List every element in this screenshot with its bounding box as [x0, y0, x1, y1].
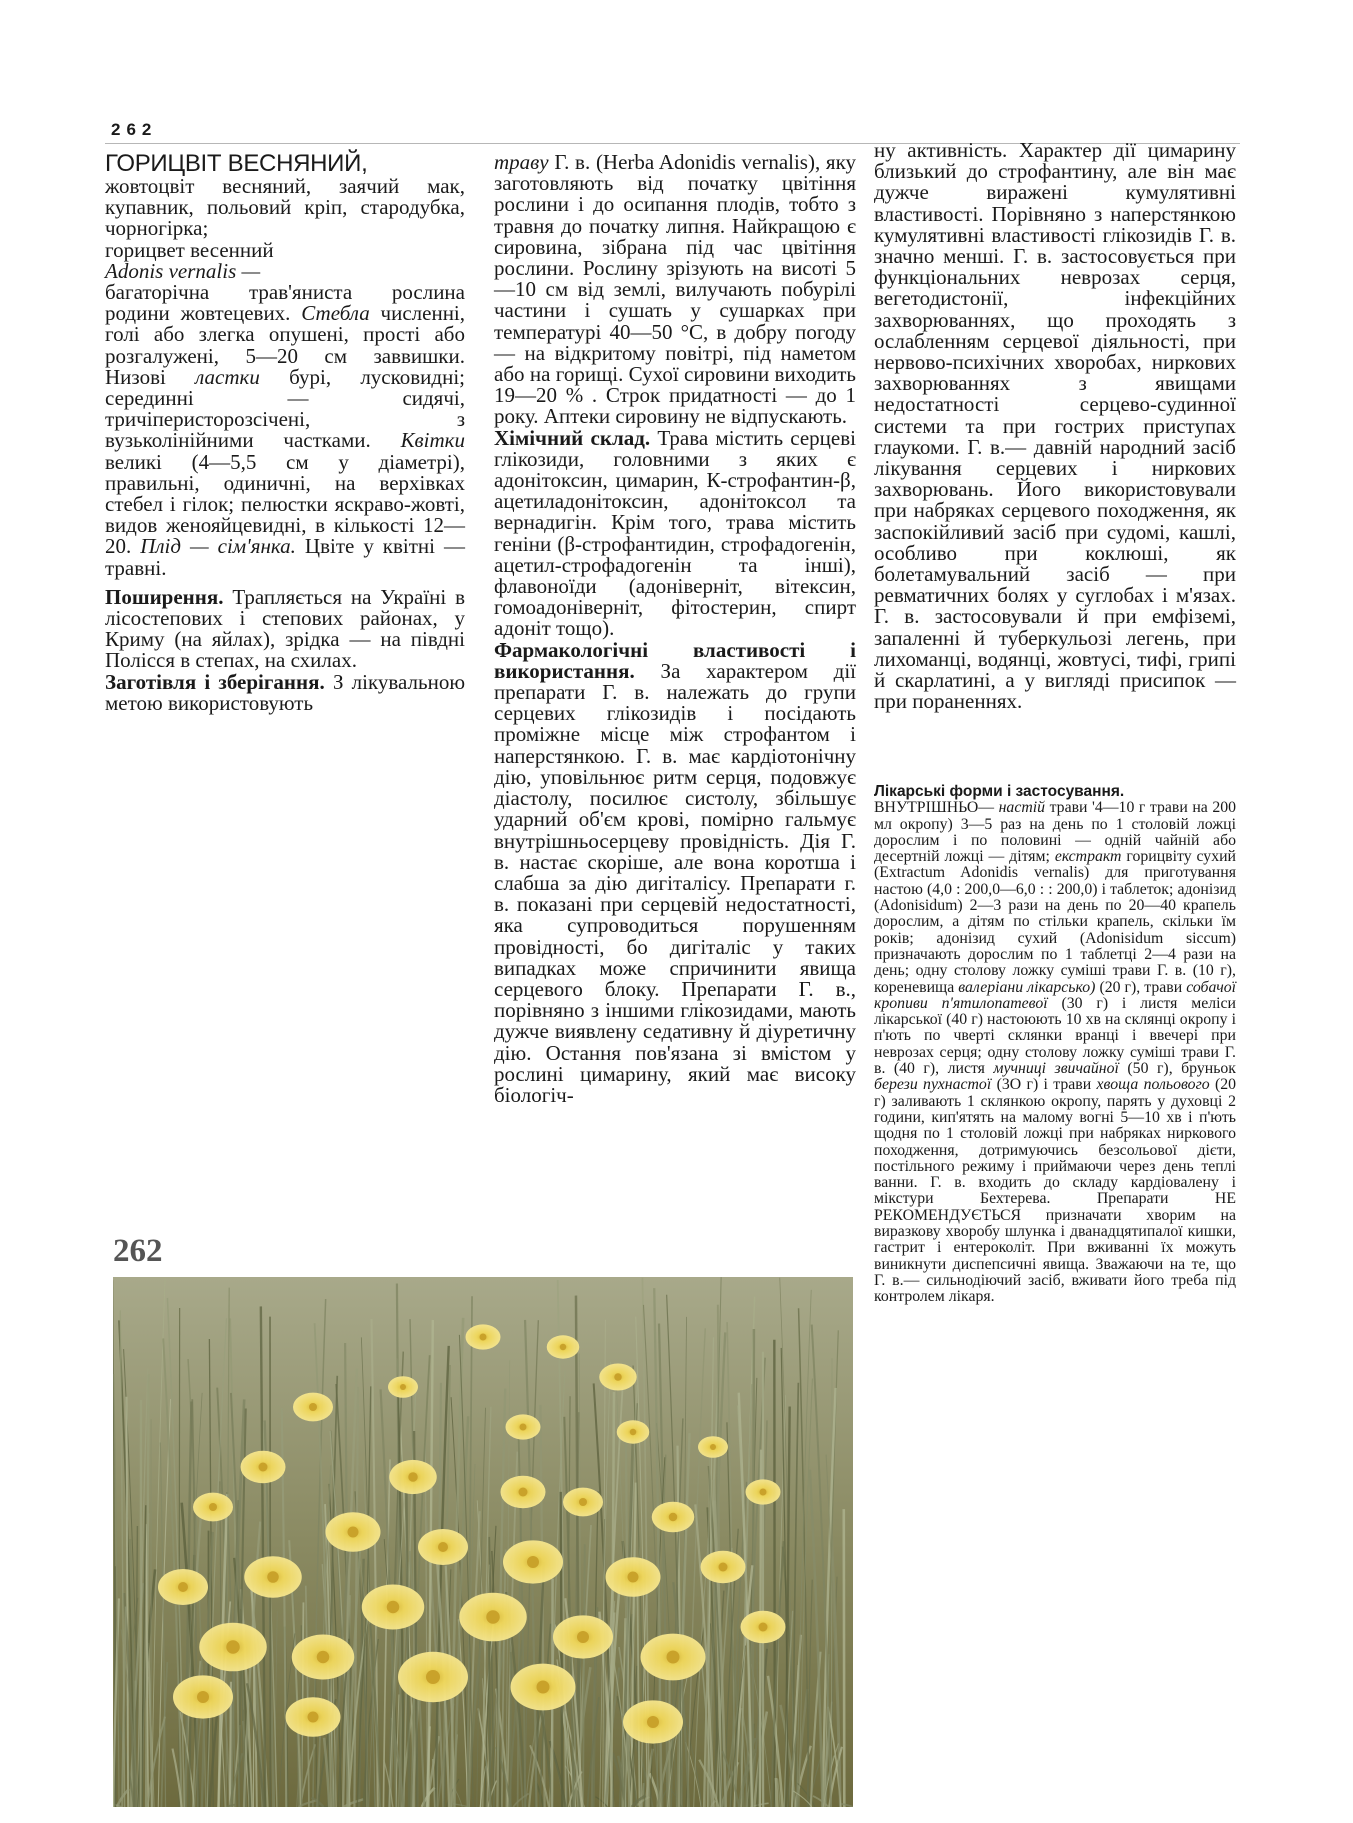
term-infusion: настій [998, 799, 1046, 817]
dosage-text: 3—5 раз на день по 1 столовій ложці дорослим і по половині — одній чайній або десертній ложці — дітям; [874, 815, 1237, 866]
flower-blossom [193, 1493, 233, 1522]
term-valerian: валеріани лікарсько) [958, 978, 1096, 996]
pharmacology-heading: Фармакологічні властивості і використання. [494, 637, 856, 683]
figure-number: 262 [113, 1233, 163, 1269]
term-birch: берези пухнастої [874, 1076, 992, 1094]
flower-blossom [641, 1634, 706, 1681]
synonyms: жовтоцвіт весняний, заячий мак, купавник, польовий кріп, стародубка, чорногірка; [105, 174, 465, 241]
page-number: 262 [111, 120, 158, 139]
flower-blossom [388, 1376, 418, 1398]
flower-blossom [503, 1540, 563, 1583]
latin-name: Adonis vernalis — [105, 258, 261, 283]
flower-blossom [173, 1675, 233, 1718]
term-flowers: Квітки [400, 428, 465, 453]
chemistry-heading: Хімічний склад. [494, 425, 651, 450]
flower-blossom [398, 1652, 468, 1702]
flower-blossom [547, 1335, 580, 1358]
description-text: багаторічна трав'яниста рослина родини жовтецевих. [105, 280, 465, 326]
description-text: бурі, лусковидні; серединні — сидячі, тричіперисторозсічені, з вузьколінійними частками. [105, 364, 466, 453]
term-stems: Стебла [301, 301, 370, 326]
flower-blossom [606, 1557, 661, 1597]
flower-blossom [563, 1488, 603, 1517]
dosage-forms-block [874, 784, 1236, 1306]
photo-image [113, 1277, 853, 1807]
description-text: Цвіте у квітні — травні. [105, 534, 465, 580]
flower-blossom [459, 1593, 527, 1642]
flower-blossom [506, 1414, 541, 1439]
column-1 [105, 152, 465, 714]
flower-blossom [553, 1615, 613, 1658]
flower-blossom [466, 1324, 501, 1349]
usage-text: ну активність. Характер дії цимарину близький до строфантину, але він має дужче виражені кумулятивні властивості. Порівняно з наперстянкою кумулятивні властивості глікозидів Г. в. значно менші. Г. в. застосовується при функціональних неврозах серця, вегетодистонії, інфекційних захворюваннях, що проходять з ослабленням серцевої діяльності, при нервово-психічних хворобах, ниркових захворюваннях з явищами недостатності серцево-судинної системи та при гострих приступах глаукоми. Г. в.— давній народний засіб лікування серцевих і ниркових захворювань. Його використовували при набряках серцевого походження, як заспокійливий засіб при судомі, кашлі, особливо при коклюші, як болетамувальний засіб — при ревматичних болях у суглобах і м'язах. Г. в. застосовували й при емфіземі, запаленні й туберкульозі легень, при лихоманці, водянці, жовтусі, тифі, грипі й скарлатині, а у вигляді присипок — при пораненнях. [874, 138, 1236, 714]
flower-blossom [326, 1512, 381, 1552]
term-herb: траву [494, 150, 549, 174]
harvest-text: З лікувальною метою використовують [105, 669, 466, 715]
entry-title: ГОРИЦВІТ ВЕСНЯНИЙ, [105, 150, 368, 177]
harvest-heading: Заготівля і зберігання. [105, 669, 325, 694]
flower-blossom [241, 1451, 286, 1483]
dosage-text: горицвіту сухий (Extractum Adonidis vernalis) для приготування настою (4,0 : 200,0—6,0 : : 200,0) і таблеток; адонізид (Adonisidum) 2—3 рази на день по 20—40 крапель дорослим, а дітям по стільки крапель, скільки їм років; адонізид сухий (Adonisidum siccum) призначають дорослим по 1 таблетці 2—4 рази на день; одну столову ложку суміші трави Г. в. (10 г), кореневища [874, 848, 1237, 996]
term-bearberry: мучниці звичайної [993, 1060, 1119, 1078]
description-text: численні, голі або злегка опушені, прості або розгалужені, 5—20 см заввишки. Низові [105, 301, 466, 389]
flower-blossom [652, 1502, 695, 1533]
flower-blossom [199, 1623, 267, 1672]
chemistry-text: Трава містить серцеві глікозиди, головними з яких є адонітоксин, цимарин, К-строфантин-β, ацетиладонітоксин, адонітоксол та вернадигін. Крім того, трава містить геніни (β-строфантидин, строфадогенін, ацетил-строфадогенін та інші), флавоноїди (адоніверніт, вітексин, гомоадоніверніт, фітостерин, спирт адоніт тощо). [494, 425, 856, 641]
flower-blossom [701, 1551, 746, 1583]
flower-blossom [418, 1529, 468, 1565]
flower-blossom [362, 1585, 425, 1630]
dosage-text: (3О г) і трави [996, 1076, 1092, 1094]
flower-blossom [623, 1700, 683, 1743]
flower-blossom [511, 1664, 576, 1711]
pharmacology-text: За характером дії препарати Г. в. належать до групи серцевих глікозидів і посідають проміжне місце між строфантом і наперстянкою. Г. в. має кардіотонічну дію, уповільнює ритм серця, подовжує діастолу, посилює систолу, збільшує ударний об'єм крові, помірно гальмує внутрішньосерцеву провідність. Дія Г. в. настає скоріше, але вона коротша і слабша за дію дигіталісу. Препарати г. в. показані при серцевій недостатності, яка супроводиться порушенням провідності, бо дигіталіс у таких випадках може спричинити явища серцевого блоку. Препарати Г. в., порівняно з іншими глікозидами, мають дужче виявлену седативну й діуретичну дію. Остання пов'язана зі вмістом у рослині цимарину, який має високу біологіч- [494, 658, 857, 1107]
description-text: великі (4—5,5 см у діаметрі), правильні, одиничні, на верхівках стебел і гілок; пелюстки яскраво-жовті, видов женояйцевидні, в кількості 12—20. [105, 449, 465, 559]
dosage-text: (50 г), бруньок [1127, 1060, 1236, 1078]
term-motherwort: собачої кропиви п'ятилопатевої [874, 978, 1237, 1012]
dosage-text: (20 г), трави [1099, 978, 1183, 996]
dosage-forms-heading: Лікарські форми і застосування. [874, 783, 1125, 800]
distribution-text: Трапляється на Україні в лісостепових і степових районах, у Криму (на яйлах), зрідка — на півдні Полісся в степах, на схилах. [105, 584, 466, 673]
russian-name: горицвет весенний [105, 237, 274, 262]
flower-blossom [501, 1476, 546, 1508]
flower-blossom [244, 1556, 302, 1597]
flower-blossom [293, 1393, 333, 1422]
dosage-text: трави '4—10 г трави на 200 мл окропу) [874, 799, 1237, 833]
flower-blossom [746, 1479, 781, 1504]
column-2 [494, 152, 856, 1106]
flower-blossom [292, 1635, 355, 1680]
distribution-heading: Поширення. [105, 584, 224, 609]
column-3 [874, 140, 1236, 712]
flower-blossom [158, 1569, 208, 1605]
dosage-text: (30 г) і листя меліси лікарської (40 г) настоюють 10 хв на склянці окропу і п'ють по чверті склянки вранці і ввечері при неврозах серця; одну столову ложку суміші трави Г. в. (40 г), листя [874, 994, 1236, 1078]
adonis-photo [113, 1277, 853, 1807]
internal-label: ВНУТРІШНЬО— [874, 799, 995, 817]
flower-blossom [389, 1460, 437, 1494]
term-fruit: Плід — сім'янка. [140, 534, 296, 559]
flower-blossom [599, 1364, 637, 1391]
term-horsetail: хвоща польового [1096, 1076, 1210, 1094]
term-extract: екстракт [1054, 848, 1122, 866]
flower-blossom [286, 1697, 341, 1737]
dosage-text: (20 г) заливають 1 склянкою окропу, парять у духовці 2 години, кип'ятять на малому вогні 5—10 хв і п'ють щодня по 1 столовій ложці при набряках ниркового походження, дотримуючись безсольової дієти, постільного режиму і приймаючи через день теплі ванни. Г. в. входить до складу кардіовалену і мікстури Бехтерева. Препарати НЕ РЕКОМЕНДУЄТЬСЯ призначати хворим на виразкову хворобу шлунка і дванадцятипалої кишки, гастрит і ентероколіт. При вживанні їх можуть виникнути диспепсичні явища. Зважаючи на те, що Г. в.— сильнодіючий засіб, вживати його треба під контролем лікаря. [874, 1076, 1237, 1306]
flower-blossom [698, 1436, 728, 1458]
flower-blossom [617, 1420, 650, 1443]
harvest-continued-text: Г. в. (Herba Adonidis vernalis), яку заготовляють від початку цвітіння рослини і до осипання плодів, тобто з травня до початку липня. Найкращою є сировина, зібрана під час цвітіння рослини. Рослину зрізують на висоті 5—10 см від землі, вилучають побурілі частини і сушать у сушарках при температурі 40—50 °С, в добру погоду — на відкритому повітрі, під наметом або на горищі. Сухої сировини виходить 19—20 % . Строк придатності — до 1 року. Аптеки сировину не відпускають. [494, 150, 856, 429]
flower-blossom [741, 1611, 786, 1643]
term-leaves: ластки [195, 364, 260, 389]
